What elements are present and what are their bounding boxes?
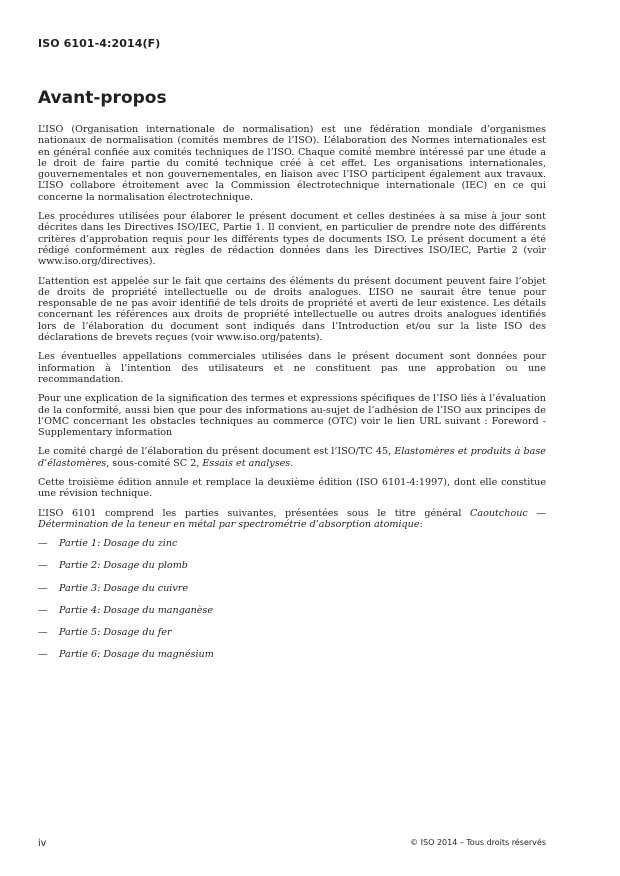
copyright-notice: © ISO 2014 – Tous droits réservés xyxy=(410,838,546,847)
paragraph-procedures: Les procédures utilisées pour élaborer le présent document et celles destinées à sa mise à jour sont décrites dans les Directives ISO/IEC, Partie 1. Il convient, en particulier de prendre note des différents critères d’approbation requis pour les différents types de documents ISO. Le présent document a été rédigé conformément aux règles de rédaction données dans les Directives ISO/IEC, Partie 2 (voir www.iso.org/directives). xyxy=(38,211,546,268)
paragraph-parts-intro xyxy=(38,508,546,531)
part-title: Partie 3: Dosage du cuivre xyxy=(59,582,189,594)
paragraph-edition: Cette troisième édition annule et remplace la deuxième édition (ISO 6101-4:1997), dont elle constitue une révision technique. xyxy=(38,477,546,500)
part-title: Partie 4: Dosage du manganèse xyxy=(59,604,214,616)
page-title: Avant-propos xyxy=(38,88,167,108)
parts-intro-post: : xyxy=(419,518,423,530)
list-item xyxy=(38,649,546,660)
committee-sc-title: Essais et analyses xyxy=(202,457,291,469)
list-dash: — xyxy=(38,582,48,594)
list-dash: — xyxy=(38,538,48,550)
paragraph-conformity: Pour une explication de la signification des termes et expressions spécifiques de l’ISO liés à l’évaluation de la conformité, aussi bien que pour des informations au-sujet de l’adhésion de l’ISO aux principes de l’OMC concernant les obstacles techniques au commerce (OTC) voir le lien URL suivant : Foreword - Supplementary information xyxy=(38,393,546,439)
page-number: iv xyxy=(38,838,47,849)
list-item xyxy=(38,627,546,638)
paragraph-trade-names: Les éventuelles appellations commerciales utilisées dans le présent document sont données pour information à l’intention des utilisateurs et ne constituent pas une approbation ou une recommandation. xyxy=(38,351,546,385)
parts-intro-pre: L’ISO 6101 comprend les parties suivantes, présentées sous le titre général xyxy=(38,507,471,519)
list-dash: — xyxy=(38,626,48,638)
committee-text-post: . xyxy=(290,457,294,469)
committee-tc-title: Elastomères et produits à base d’élastomères xyxy=(38,446,546,469)
part-title: Partie 2: Dosage du plomb xyxy=(59,560,188,572)
list-dash: — xyxy=(38,649,48,661)
list-item xyxy=(38,605,546,616)
list-item xyxy=(38,583,546,594)
paragraph-committee xyxy=(38,446,546,469)
general-title: Caoutchouc — Détermination de la teneur en métal par spectrométrie d’absorption atomique xyxy=(38,507,546,530)
list-dash: — xyxy=(38,560,48,572)
list-item xyxy=(38,560,546,571)
foreword-body xyxy=(38,124,546,671)
list-item xyxy=(38,538,546,549)
part-title: Partie 5: Dosage du fer xyxy=(59,626,172,638)
document-header-id: ISO 6101-4:2014(F) xyxy=(38,37,161,50)
paragraph-iso-overview: L’ISO (Organisation internationale de normalisation) est une fédération mondiale d’organismes nationaux de normalisation (comités membres de l’ISO). L’élaboration des Normes internationales est en général confiée aux comités techniques de l’ISO. Chaque comité membre intéressé par une étude a le droit de faire partie du comité technique créé à cet effet. Les organisations internationales, gouvernementales et non gouvernementales, en liaison avec l’ISO participent également aux travaux. L’ISO collabore étroitement avec la Commission électrotechnique internationale (IEC) en ce qui concerne la normalisation électrotechnique. xyxy=(38,124,546,203)
list-dash: — xyxy=(38,604,48,616)
part-title: Partie 1: Dosage du zinc xyxy=(59,538,178,550)
committee-text-pre: Le comité chargé de l’élaboration du présent document est l’ISO/TC 45, xyxy=(38,446,395,458)
parts-list xyxy=(38,538,546,660)
part-title: Partie 6: Dosage du magnésium xyxy=(59,649,214,661)
committee-text-mid: , sous-comité SC 2, xyxy=(106,457,203,469)
paragraph-patent-rights: L’attention est appelée sur le fait que certains des éléments du présent document peuvent faire l’objet de droits de propriété intellectuelle ou de droits analogues. L’ISO ne saurait être tenue pour responsable de ne pas avoir identifié de tels droits de propriété et averti de leur existence. Les détails concernant les références aux droits de propriété intellectuelle ou autres droits analogues identifiés lors de l’élaboration du document sont indiqués dans l’Introduction et/ou sur la liste ISO des déclarations de brevets reçues (voir www.iso.org/patents). xyxy=(38,275,546,344)
